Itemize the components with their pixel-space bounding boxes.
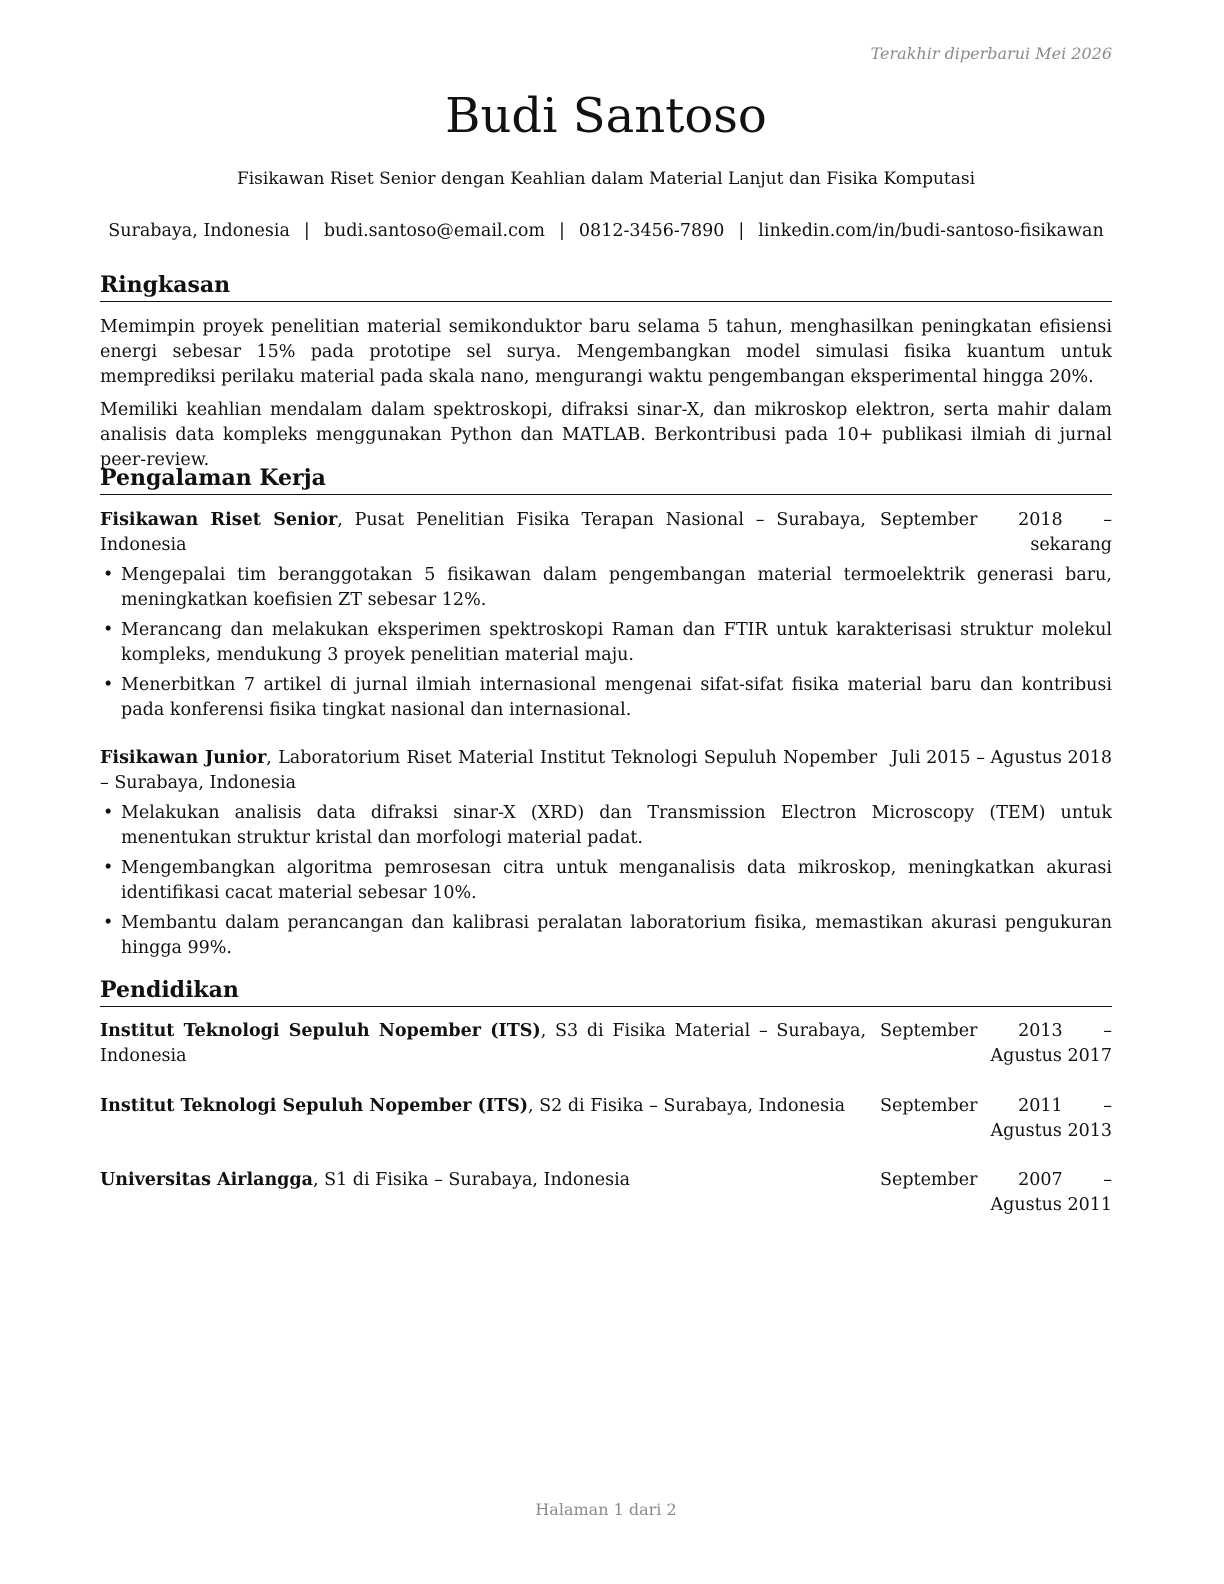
education-dates: September 2007 – Agustus 2011 (880, 1170, 1112, 1215)
job-role: Fisikawan Riset Senior (100, 510, 338, 530)
bullet-dot: • (103, 803, 114, 823)
job-bullets (100, 801, 1112, 961)
job-entry (100, 508, 1112, 728)
summary-paragraph: Memiliki keahlian mendalam dalam spektroskopi, difraksi sinar-X, dan mikroskop elektron, serta mahir dalam analisis data kompleks menggunakan Python dan MATLAB. Berkontribusi pada 10+ publikasi ilmiah di jurnal peer-review. (100, 400, 1112, 470)
section-title-experience: Pengalaman Kerja (100, 464, 1112, 495)
contact-line (88, 219, 1124, 243)
education-entry (100, 1019, 1112, 1069)
education-school: Institut Teknologi Sepuluh Nopember (ITS) (100, 1096, 529, 1116)
job-header (100, 746, 1112, 796)
job-entry (100, 746, 1112, 966)
education-degree: , S1 di Fisika – Surabaya, Indonesia (313, 1170, 631, 1190)
section-title-education: Pendidikan (100, 976, 1112, 1007)
job-dates: Juli 2015 – Agustus 2018 (891, 748, 1112, 768)
candidate-name: Budi Santoso (445, 88, 767, 144)
bullet-dot: • (103, 620, 114, 640)
list-item (100, 563, 1112, 613)
contact-separator: | (738, 221, 745, 241)
bullet-text: Melakukan analisis data difraksi sinar-X (XRD) dan Transmission Electron Microscopy (TEM) untuk menentukan struktur kristal dan morfologi material padat. (121, 803, 1112, 848)
last-updated-note: Terakhir diperbarui Mei 2026 (870, 44, 1112, 63)
education-header (100, 1094, 1112, 1144)
job-dates: September 2018 – sekarang (880, 510, 1112, 555)
education-dates: September 2011 – Agustus 2013 (880, 1096, 1112, 1141)
bullet-text: Membantu dalam perancangan dan kalibrasi peralatan laboratorium fisika, memastikan akurasi pengukuran hingga 99%. (121, 913, 1112, 958)
bullet-dot: • (103, 858, 114, 878)
job-bullets (100, 563, 1112, 723)
bullet-text: Merancang dan melakukan eksperimen spektroskopi Raman dan FTIR untuk karakterisasi struktur molekul kompleks, mendukung 3 proyek penelitian material maju. (121, 620, 1112, 665)
education-header (100, 1019, 1112, 1069)
education-title-line (100, 1019, 866, 1069)
education-dates: September 2013 – Agustus 2017 (880, 1021, 1112, 1066)
job-header (100, 508, 1112, 558)
summary-paragraph: Memimpin proyek penelitian material semikonduktor baru selama 5 tahun, menghasilkan peningkatan efisiensi energi sebesar 15% pada prototipe sel surya. Mengembangkan model simulasi fisika kuantum untuk memprediksi perilaku material pada skala nano, mengurangi waktu pengembangan eksperimental hingga 20%. (100, 317, 1112, 387)
list-item (100, 911, 1112, 961)
summary-section (100, 315, 1112, 473)
page-number: Halaman 1 dari 2 (535, 1500, 677, 1519)
job-role: Fisikawan Junior (100, 748, 267, 768)
bullet-dot: • (103, 913, 114, 933)
bullet-dot: • (103, 675, 114, 695)
bullet-dot: • (103, 565, 114, 585)
bullet-text: Mengepalai tim beranggotakan 5 fisikawan dalam pengembangan material termoelektrik generasi baru, meningkatkan koefisien ZT sebesar 12%. (121, 565, 1112, 610)
contact-location: Surabaya, Indonesia (108, 221, 290, 241)
list-item (100, 801, 1112, 851)
list-item (100, 618, 1112, 668)
contact-phone: 0812-3456-7890 (578, 221, 725, 241)
education-degree: , S2 di Fisika – Surabaya, Indonesia (528, 1096, 846, 1116)
resume-page (100, 0, 1112, 1584)
job-title-line (100, 508, 866, 558)
education-school: Universitas Airlangga (100, 1170, 313, 1190)
contact-separator: | (559, 221, 565, 241)
candidate-tagline: Fisikawan Riset Senior dengan Keahlian dalam Material Lanjut dan Fisika Komputasi (236, 169, 976, 189)
list-item (100, 673, 1112, 723)
section-title-summary: Ringkasan (100, 271, 1112, 302)
education-header (100, 1168, 1112, 1218)
job-organization: , Laboratorium Riset Material Institut Teknologi Sepuluh Nopember – Surabaya, Indonesia (100, 748, 878, 793)
education-title-line (100, 1168, 866, 1193)
contact-separator: | (303, 221, 310, 241)
bullet-text: Menerbitkan 7 artikel di jurnal ilmiah internasional mengenai sifat-sifat fisika material baru dan kontribusi pada konferensi fisika tingkat nasional dan internasional. (121, 675, 1112, 720)
education-title-line (100, 1094, 866, 1119)
contact-email[interactable]: budi.santoso@email.com (323, 221, 546, 241)
contact-linkedin[interactable]: linkedin.com/in/budi-santoso-fisikawan (758, 221, 1104, 241)
job-title-line (100, 746, 877, 796)
education-school: Institut Teknologi Sepuluh Nopember (ITS) (100, 1021, 541, 1041)
bullet-text: Mengembangkan algoritma pemrosesan citra untuk menganalisis data mikroskop, meningkatkan akurasi identifikasi cacat material sebesar 10%. (121, 858, 1112, 903)
education-entry (100, 1168, 1112, 1218)
education-entry (100, 1094, 1112, 1144)
education-degree: , S3 di Fisika Material – Surabaya, Indonesia (100, 1021, 867, 1066)
job-organization: , Pusat Penelitian Fisika Terapan Nasional – Surabaya, Indonesia (100, 510, 866, 555)
list-item (100, 856, 1112, 906)
